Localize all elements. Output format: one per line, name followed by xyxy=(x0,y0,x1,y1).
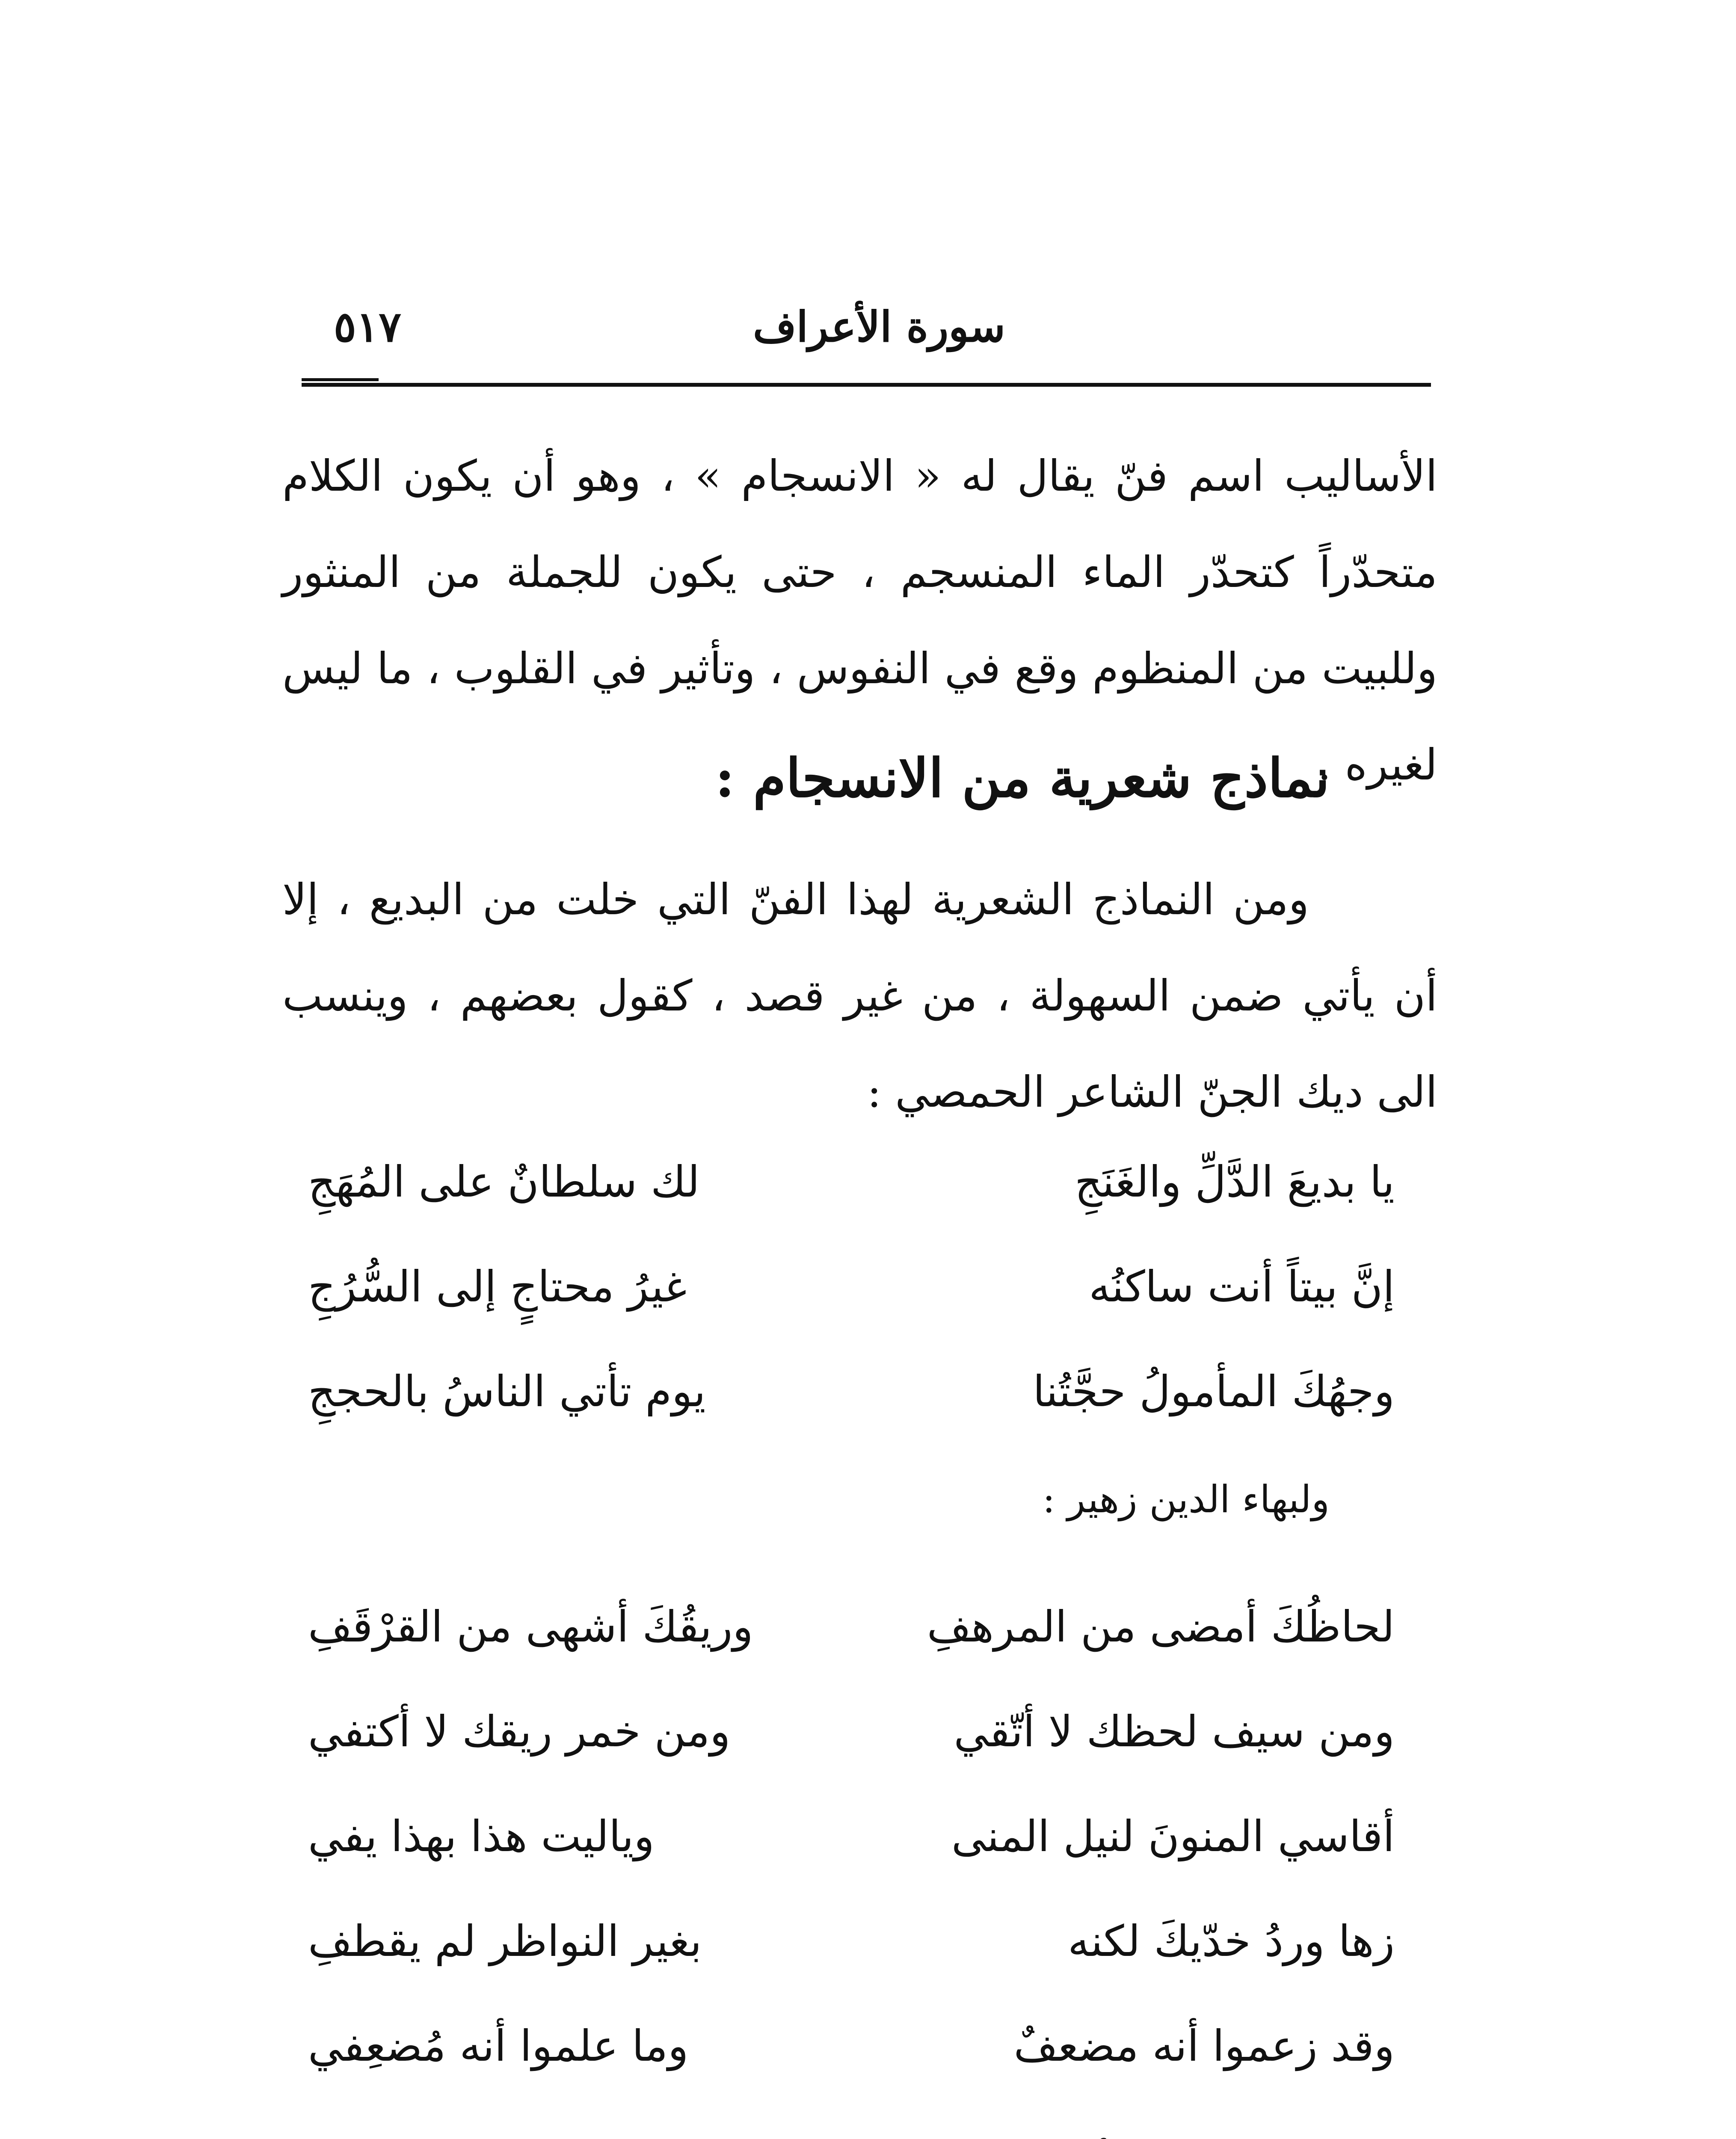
verse-first-hemistich: وقد زعموا أنه مضعفٌ xyxy=(1013,2020,1395,2071)
verse-second-hemistich: وريقُكَ أشهى من القرْقَفِ xyxy=(308,1601,753,1652)
paragraph-intro: ومن النماذج الشعرية لهذا الفنّ التي خلت من البديع ، إلا أن يأتي ضمن السهولة ، من غير قصد ، كقول بعضهم ، وينسب الى ديك الجنّ الشاعر الحمصي : xyxy=(282,874,1437,1117)
verse-second-hemistich: غيرُ محتاجٍ إلى السُّرُجِ xyxy=(308,1261,687,1312)
verse-first-hemistich: أقاسي المنونَ لنيل المنى xyxy=(951,1811,1395,1861)
verse-first-hemistich: لحاظُكَ أمضى من المرهفِ xyxy=(927,1601,1395,1652)
verse-first-hemistich: ومن سيف لحظك لا أتّقي xyxy=(954,1706,1395,1757)
verse-second-hemistich: ومن خمر ريقك لا أكتفي xyxy=(308,1706,731,1757)
poet-attribution: ولبهاء الدين زهير : xyxy=(1042,1477,1330,1521)
verse-second-hemistich: وياليت هذا بهذا يفي xyxy=(308,1811,655,1861)
verse-line xyxy=(308,1339,1395,1444)
closing-line xyxy=(258,2126,1330,2139)
verse-line xyxy=(308,1679,1395,1784)
verse-line xyxy=(308,1129,1395,1234)
section-heading: نماذج شعرية من الانسجام : xyxy=(715,747,1330,809)
verse-line xyxy=(308,1574,1395,1679)
running-header xyxy=(299,295,1433,364)
header-divider xyxy=(302,383,1431,387)
verse-second-hemistich: بغير النواظر لم يقطفِ xyxy=(308,1916,702,1966)
paragraph-continuation: الأساليب اسم فنّ يقال له « الانسجام » ، وهو أن يكون الكلام متحدّراً كتحدّر الماء المنسجم ، حتى يكون للجملة من المنثور وللبيت من المنظوم وقع في النفوس ، وتأثير في القلوب ، ما ليس لغيره . xyxy=(282,451,1437,790)
poem-baha-al-din-zuhair xyxy=(308,1574,1395,2098)
verse-first-hemistich: وجهُكَ المأمولُ حجَّتُنا xyxy=(1033,1366,1395,1416)
verse-line xyxy=(308,1994,1395,2098)
verse-second-hemistich: يوم تأتي الناسُ بالحججِ xyxy=(308,1366,706,1416)
verse-line xyxy=(308,1784,1395,1889)
verse-first-hemistich: إنَّ بيتاً أنت ساكنُه xyxy=(1089,1261,1395,1312)
verse-first-hemistich: زها وردُ خدّيكَ لكنه xyxy=(1068,1916,1395,1966)
verse-line xyxy=(308,1234,1395,1339)
verse-line xyxy=(308,1889,1395,1994)
page-number: ٥١٧ xyxy=(334,302,401,352)
header-divider-accent xyxy=(302,378,379,381)
verse-second-hemistich: وما علموا أنه مُضعِفي xyxy=(308,2020,689,2071)
poem-dik-al-jinn xyxy=(308,1129,1395,1444)
running-title: سورة الأعراف xyxy=(752,302,1005,352)
verse-first-hemistich: يا بديعَ الدَّلِّ والغَنَجِ xyxy=(1075,1156,1395,1207)
verse-second-hemistich: لك سلطانٌ على المُهَجِ xyxy=(308,1156,700,1207)
